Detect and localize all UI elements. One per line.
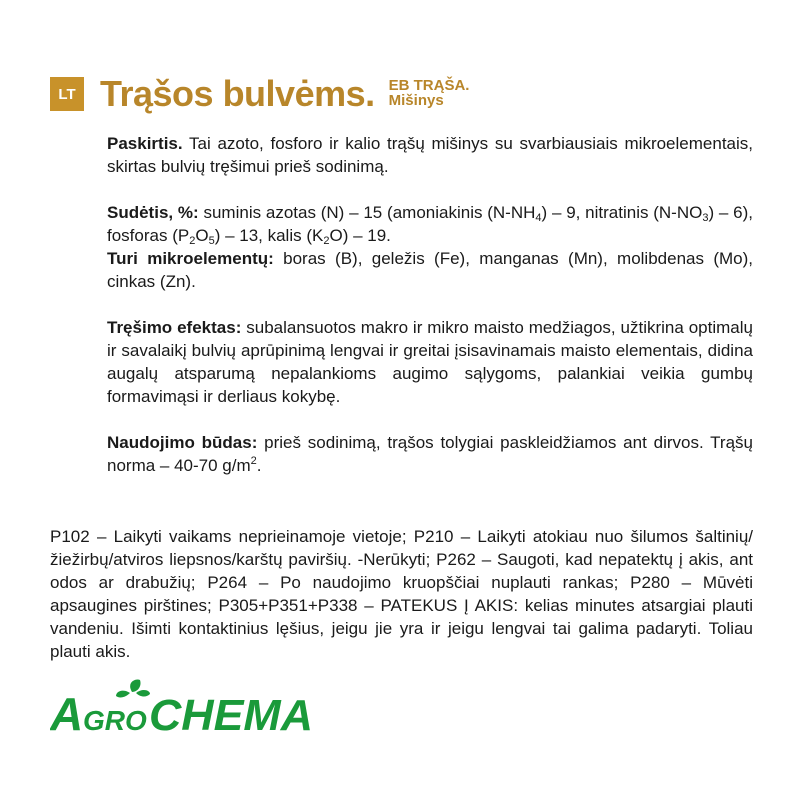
product-subtitle xyxy=(389,78,470,108)
composition-text: ) – 9, nitratinis (N-NO xyxy=(541,203,703,222)
microelements-paragraph xyxy=(107,247,753,293)
microelements-text: boras (B), geležis (Fe), manganas (Mn), molibdenas (Mo), cinkas (Zn). xyxy=(107,249,754,291)
subscript: 4 xyxy=(535,212,542,224)
header xyxy=(50,74,469,114)
composition-text: suminis azotas (N) – 15 (amoniakinis (N-NH xyxy=(198,203,536,222)
purpose-text: Tai azoto, fosforo ir kalio trąšų mišinys su svarbiausiais mikroelementais, skirtas bulvių tręšimui prieš sodinimą. xyxy=(107,134,753,176)
composition-text: ) – 6), fosforas (P xyxy=(107,203,753,245)
composition-text: ) – 13, kalis (K xyxy=(214,226,324,245)
subtitle-line-1: EB TRĄŠA. xyxy=(388,77,470,94)
composition-text: O) – 19. xyxy=(329,226,391,245)
purpose-paragraph xyxy=(107,132,753,178)
usage-end: . xyxy=(256,456,262,475)
composition-label: Sudėtis, %: xyxy=(107,203,199,222)
purpose-label: Paskirtis. xyxy=(107,134,183,153)
usage-text: prieš sodinimą, trąšos tolygiai paskleidžiamos ant dirvos. Trąšų norma – 40-70 g/m xyxy=(107,433,753,475)
product-title: Trąšos bulvėms. xyxy=(100,73,375,114)
superscript: 2 xyxy=(250,455,257,467)
subtitle-line-2: Mišinys xyxy=(388,92,444,109)
effect-text: subalansuotos makro ir mikro maisto medžiagos, užtikrina optimalų ir savalaikį bulvių aprūpinimą lengvai ir greitai įsisavinamais maisto elementais, didina augalų atsparumą nepalankioms augimo sąlygoms, palankiai veikia gumbų formavimąsi ir derliaus kokybę. xyxy=(107,318,753,406)
language-badge: LT xyxy=(50,77,84,111)
logo-gro: GRO xyxy=(83,705,147,736)
usage-paragraph xyxy=(107,431,753,477)
agrochema-logo xyxy=(50,678,315,736)
logo-chema: CHEMA xyxy=(149,691,313,736)
effect-paragraph xyxy=(107,316,753,408)
subscript: 2 xyxy=(189,235,196,247)
effect-label: Tręšimo efektas: xyxy=(107,318,242,337)
leaf-icon xyxy=(116,680,150,698)
subscript: 5 xyxy=(208,235,215,247)
usage-label: Naudojimo būdas: xyxy=(107,433,258,452)
hazard-statements: P102 – Laikyti vaikams neprieinamoje vietoje; P210 – Laikyti atokiau nuo šilumos šaltinių/žiežirbų/atviros liepsnos/karštų paviršių. -Nerūkyti; P262 – Saugoti, kad nepatektų į akis, ant odos ar drabužių; P264 – Po naudojimo kruopščiai nuplauti rankas; P280 – Mūvėti apsaugines pirštines; P305+P351+P338 – PATEKUS Į AKIS: kelias minutes atsargiai plauti vandeniu. Išimti kontaktinius lęšius, jeigu jie yra ir jeigu lengvai tai galima padaryti. Toliau plauti akis. xyxy=(50,527,753,661)
composition-paragraph xyxy=(107,201,753,247)
microelements-label: Turi mikroelementų: xyxy=(107,249,274,268)
product-description xyxy=(107,132,753,477)
subscript: 3 xyxy=(702,212,709,224)
logo-letter-a: A xyxy=(50,688,84,736)
subscript: 2 xyxy=(323,235,330,247)
composition-text: O xyxy=(195,226,209,245)
